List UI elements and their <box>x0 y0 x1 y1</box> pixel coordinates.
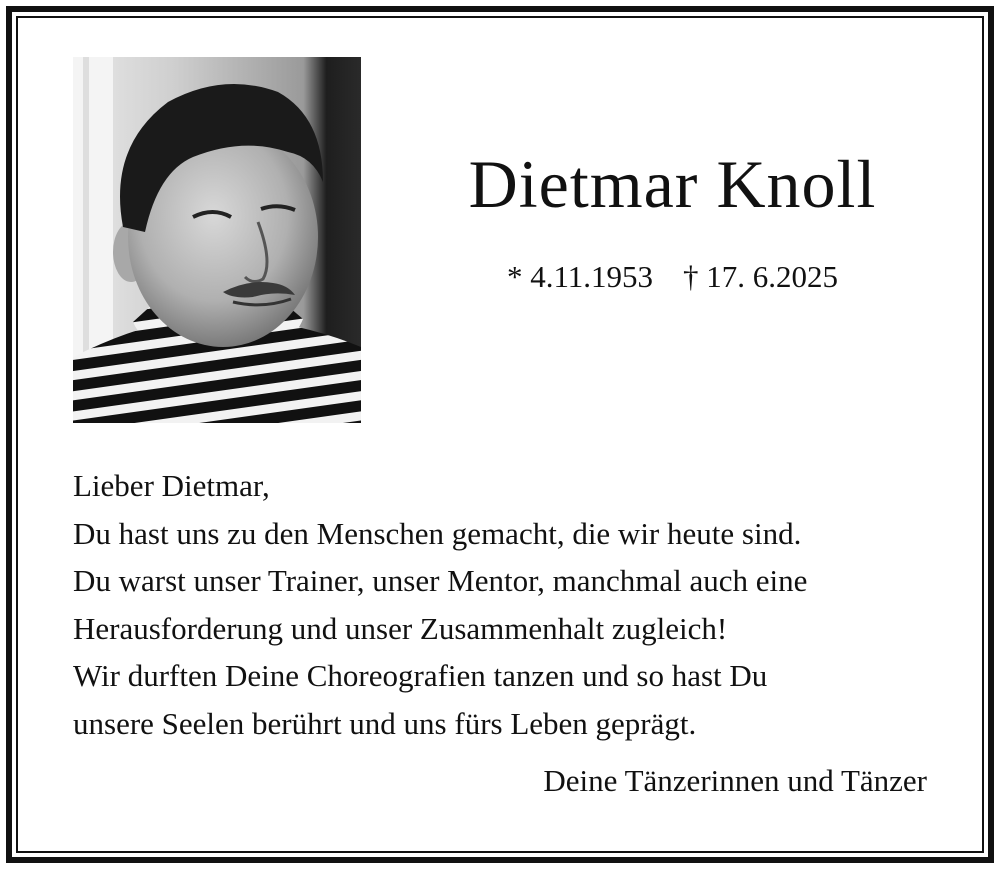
message-line: Wir durften Deine Choreografien tanzen und so hast Du <box>73 658 768 693</box>
death-date: † 17. 6.2025 <box>683 259 839 294</box>
message-line: Herausforderung und unser Zusammenhalt zugleich! <box>73 610 728 646</box>
message-line: Lieber Dietmar, <box>73 468 270 503</box>
deceased-name: Dietmar Knoll <box>468 146 877 222</box>
message-line: Du warst unser Trainer, unser Mentor, manchmal auch eine <box>73 563 808 598</box>
message-line: Du hast uns zu den Menschen gemacht, die wir heute sind. <box>73 515 802 551</box>
message-line: unsere Seelen berührt und uns fürs Leben geprägt. <box>73 705 697 741</box>
portrait-photo <box>73 57 361 423</box>
condolence-message <box>73 462 953 747</box>
signature: Deine Tänzerinnen und Tänzer <box>543 763 927 798</box>
life-dates <box>380 258 965 295</box>
birth-date: * 4.11.1953 <box>506 259 654 294</box>
